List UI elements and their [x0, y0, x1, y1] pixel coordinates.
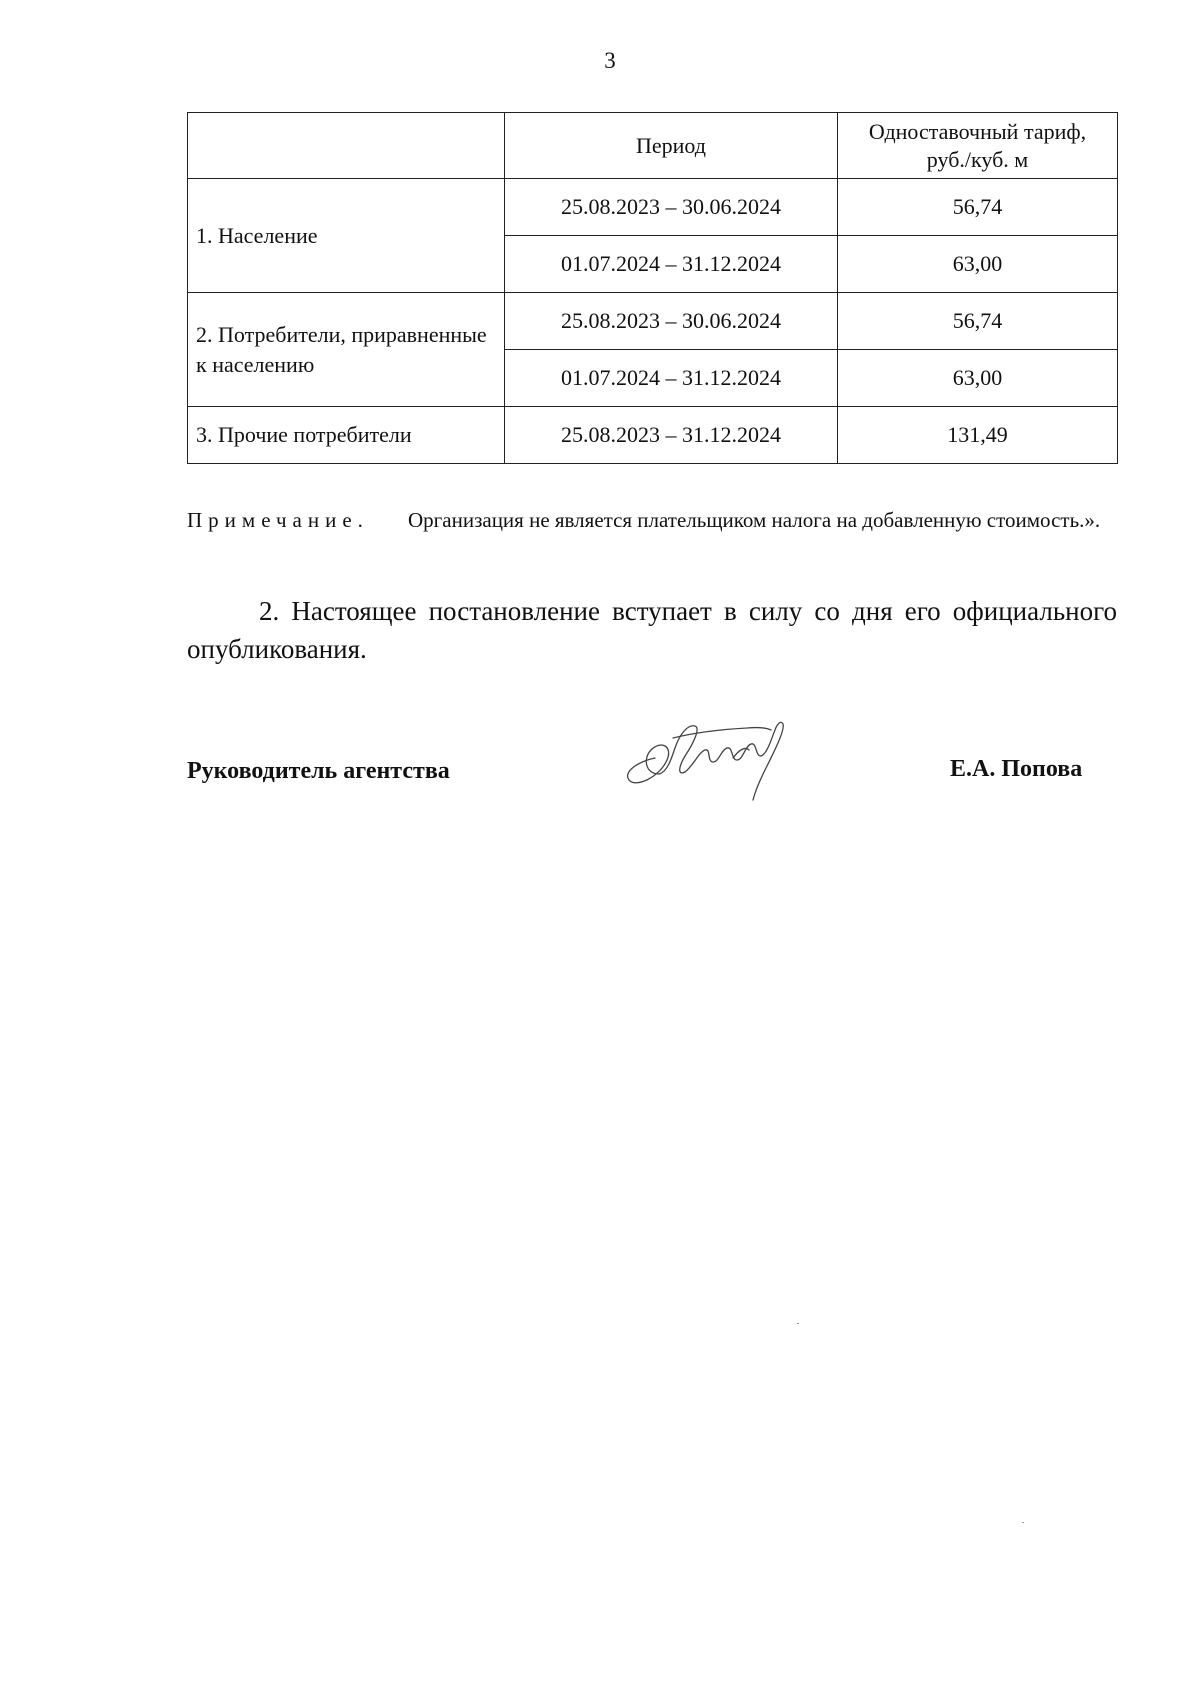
period-cell: 01.07.2024 – 31.12.2024 [505, 236, 838, 293]
note-label: Примечание. [187, 508, 369, 532]
tariff-cell: 131,49 [838, 407, 1118, 464]
page-number: 3 [604, 48, 616, 73]
period-cell: 25.08.2023 – 31.12.2024 [505, 407, 838, 464]
handwritten-signature [615, 700, 805, 805]
consumer-group-name: 3. Прочие потребители [188, 407, 505, 464]
tariff-cell: 63,00 [838, 236, 1118, 293]
tariff-cell: 56,74 [838, 179, 1118, 236]
period-cell: 25.08.2023 – 30.06.2024 [505, 179, 838, 236]
table-row [188, 293, 1118, 350]
tariff-cell: 63,00 [838, 350, 1118, 407]
header-empty-cell [188, 113, 505, 179]
header-tariff: Одноставочный тариф, руб./куб. м [838, 113, 1118, 179]
table-row [188, 179, 1118, 236]
tariff-cell: 56,74 [838, 293, 1118, 350]
table-row [188, 407, 1118, 464]
signer-name: Е.А. Попова [950, 756, 1083, 782]
scan-speck [797, 1323, 799, 1324]
effective-date-paragraph: 2. Настоящее постановление вступает в силу со дня его официального опубликования. [187, 596, 1117, 664]
note-text: Организация не является плательщиком налога на добавленную стоимость.». [408, 508, 1101, 532]
period-cell: 01.07.2024 – 31.12.2024 [505, 350, 838, 407]
consumer-group-name: 1. Население [188, 179, 505, 293]
tariff-table [187, 112, 1118, 464]
period-cell: 25.08.2023 – 30.06.2024 [505, 293, 838, 350]
header-period: Период [505, 113, 838, 179]
signer-title: Руководитель агентства [187, 758, 450, 784]
consumer-group-name: 2. Потребители, приравненные к населению [188, 293, 505, 407]
scan-speck [1022, 1522, 1024, 1523]
table-header-row [188, 113, 1118, 179]
